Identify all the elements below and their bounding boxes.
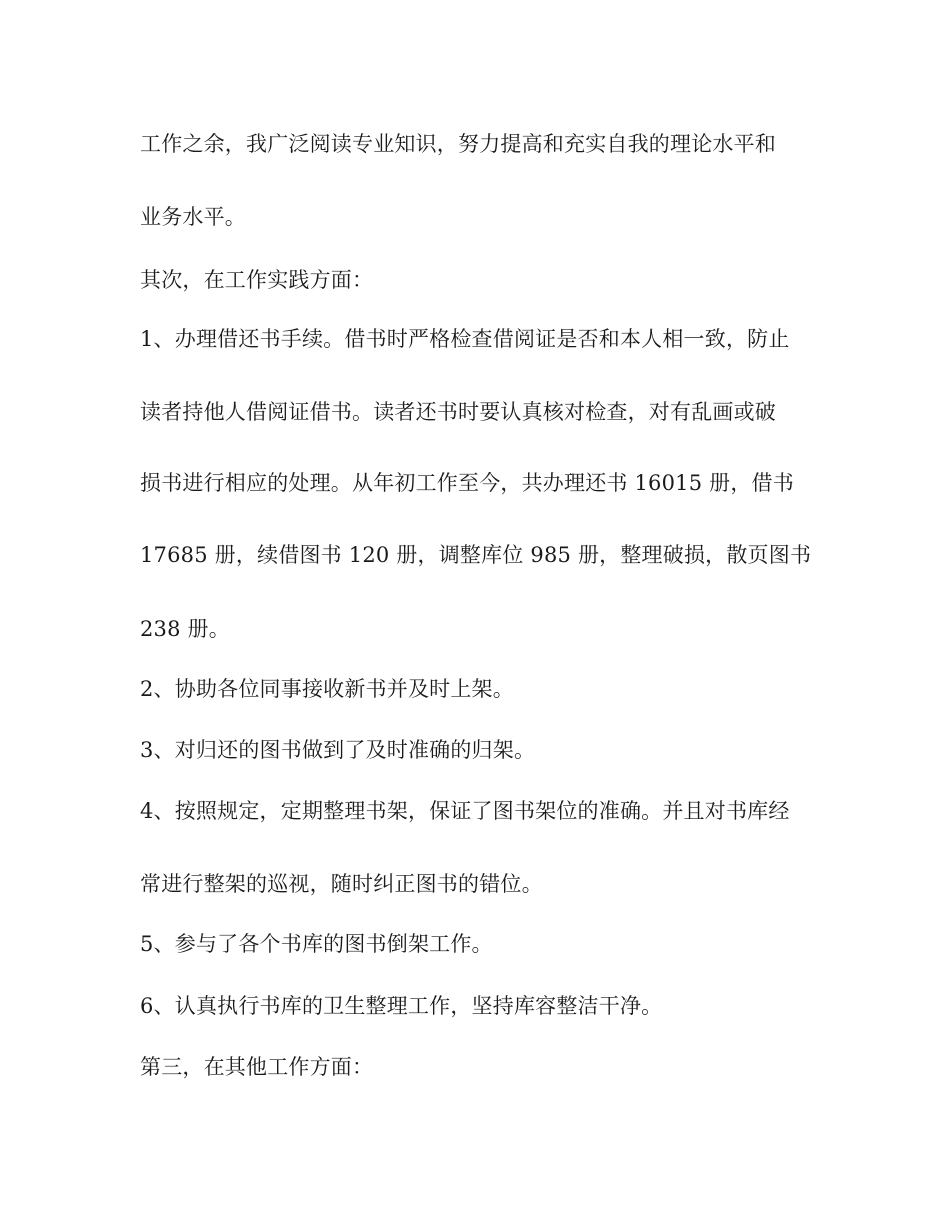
list-item-line: 2、协助各位同事接收新书并及时上架。 (140, 677, 514, 701)
paragraph-line: 业务水平。 (140, 205, 246, 229)
list-item-line: 4、按照规定，定期整理书架，保证了图书架位的准确。并且对书库经 (140, 799, 790, 823)
list-item-line: 238 册。 (140, 617, 230, 641)
section-heading-line: 第三，在其他工作方面： (140, 1055, 374, 1079)
list-item-line: 6、认真执行书库的卫生整理工作，坚持库容整洁干净。 (140, 994, 663, 1018)
list-item-line: 常进行整架的巡视，随时纠正图书的错位。 (140, 872, 543, 896)
list-item-line: 17685 册，续借图书 120 册，调整库位 985 册，整理破损，散页图书 (140, 543, 812, 567)
list-item-line: 5、参与了各个书库的图书倒架工作。 (140, 932, 493, 956)
list-item-line: 读者持他人借阅证借书。读者还书时要认真核对检查，对有乱画或破 (140, 400, 776, 424)
section-heading-line: 其次，在工作实践方面： (140, 268, 374, 292)
list-item-line: 3、对归还的图书做到了及时准确的归架。 (140, 738, 536, 762)
list-item-line: 损书进行相应的处理。从年初工作至今，共办理还书 16015 册，借书 (140, 471, 794, 495)
paragraph-line: 工作之余，我广泛阅读专业知识，努力提高和充实自我的理论水平和 (140, 132, 776, 156)
list-item-line: 1、办理借还书手续。借书时严格检查借阅证是否和本人相一致，防止 (140, 327, 790, 351)
